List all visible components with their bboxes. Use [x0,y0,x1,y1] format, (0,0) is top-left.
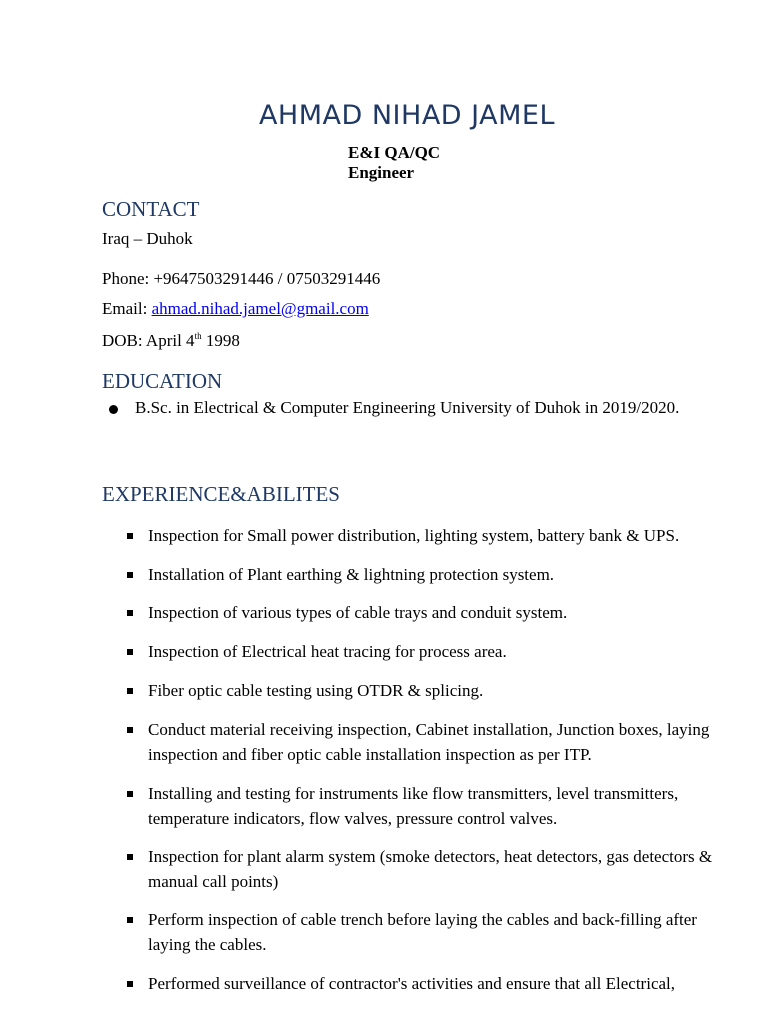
bullet-square-icon [127,854,133,860]
bullet-square-icon [127,791,133,797]
list-item-text: Fiber optic cable testing using OTDR & splicing. [148,681,484,700]
list-item-text: Inspection of various types of cable trays and conduit system. [148,603,568,622]
bullet-square-icon [127,610,133,616]
bullet-square-icon [127,533,133,539]
bullet-square-icon [127,981,133,987]
dob-suffix: 1998 [201,331,240,350]
bullet-square-icon [127,649,133,655]
email-link[interactable]: ahmad.nihad.jamel@gmail.com [151,299,369,318]
email-label: Email: [102,299,152,318]
bullet-dot-icon [109,405,118,414]
bullet-square-icon [127,727,133,733]
candidate-name: AHMAD NIHAD JAMEL [258,100,556,131]
education-heading: EDUCATION [102,369,223,393]
contact-heading: CONTACT [102,197,200,221]
bullet-square-icon [127,917,133,923]
contact-email [102,299,369,319]
list-item-text: Installation of Plant earthing & lightning protection system. [148,565,555,584]
dob-prefix: DOB: April 4 [102,331,195,350]
bullet-square-icon [127,572,133,578]
bullet-square-icon [127,688,133,694]
experience-heading: EXPERIENCE&ABILITES [102,482,340,506]
list-item-text: Installing and testing for instruments like flow transmitters, level transmitters, temperature indicators, flow valves, pressure control valves. [148,784,679,828]
list-item-text: Perform inspection of cable trench before laying the cables and back-filling after laying the cables. [148,910,697,954]
list-item-text: Inspection for Small power distribution, lighting system, battery bank & UPS. [148,526,680,545]
job-title-line-1: E&I QA/QC [348,143,441,162]
education-item-text: B.Sc. in Electrical & Computer Engineering University of Duhok in 2019/2020. [135,398,680,417]
dob-ordinal: th [194,331,202,341]
job-title-line-2: Engineer [348,163,415,182]
contact-phone: Phone: +9647503291446 / 07503291446 [102,269,381,288]
list-item-text: Performed surveillance of contractor's activities and ensure that all Electrical, [148,974,676,993]
list-item-text: Inspection of Electrical heat tracing for process area. [148,642,507,661]
contact-location: Iraq – Duhok [102,229,193,248]
list-item-text: Inspection for plant alarm system (smoke detectors, heat detectors, gas detectors & manual call points) [148,847,713,891]
list-item-text: Conduct material receiving inspection, Cabinet installation, Junction boxes, laying inspection and fiber optic cable installation inspection as per ITP. [148,720,710,764]
contact-dob [102,331,240,351]
